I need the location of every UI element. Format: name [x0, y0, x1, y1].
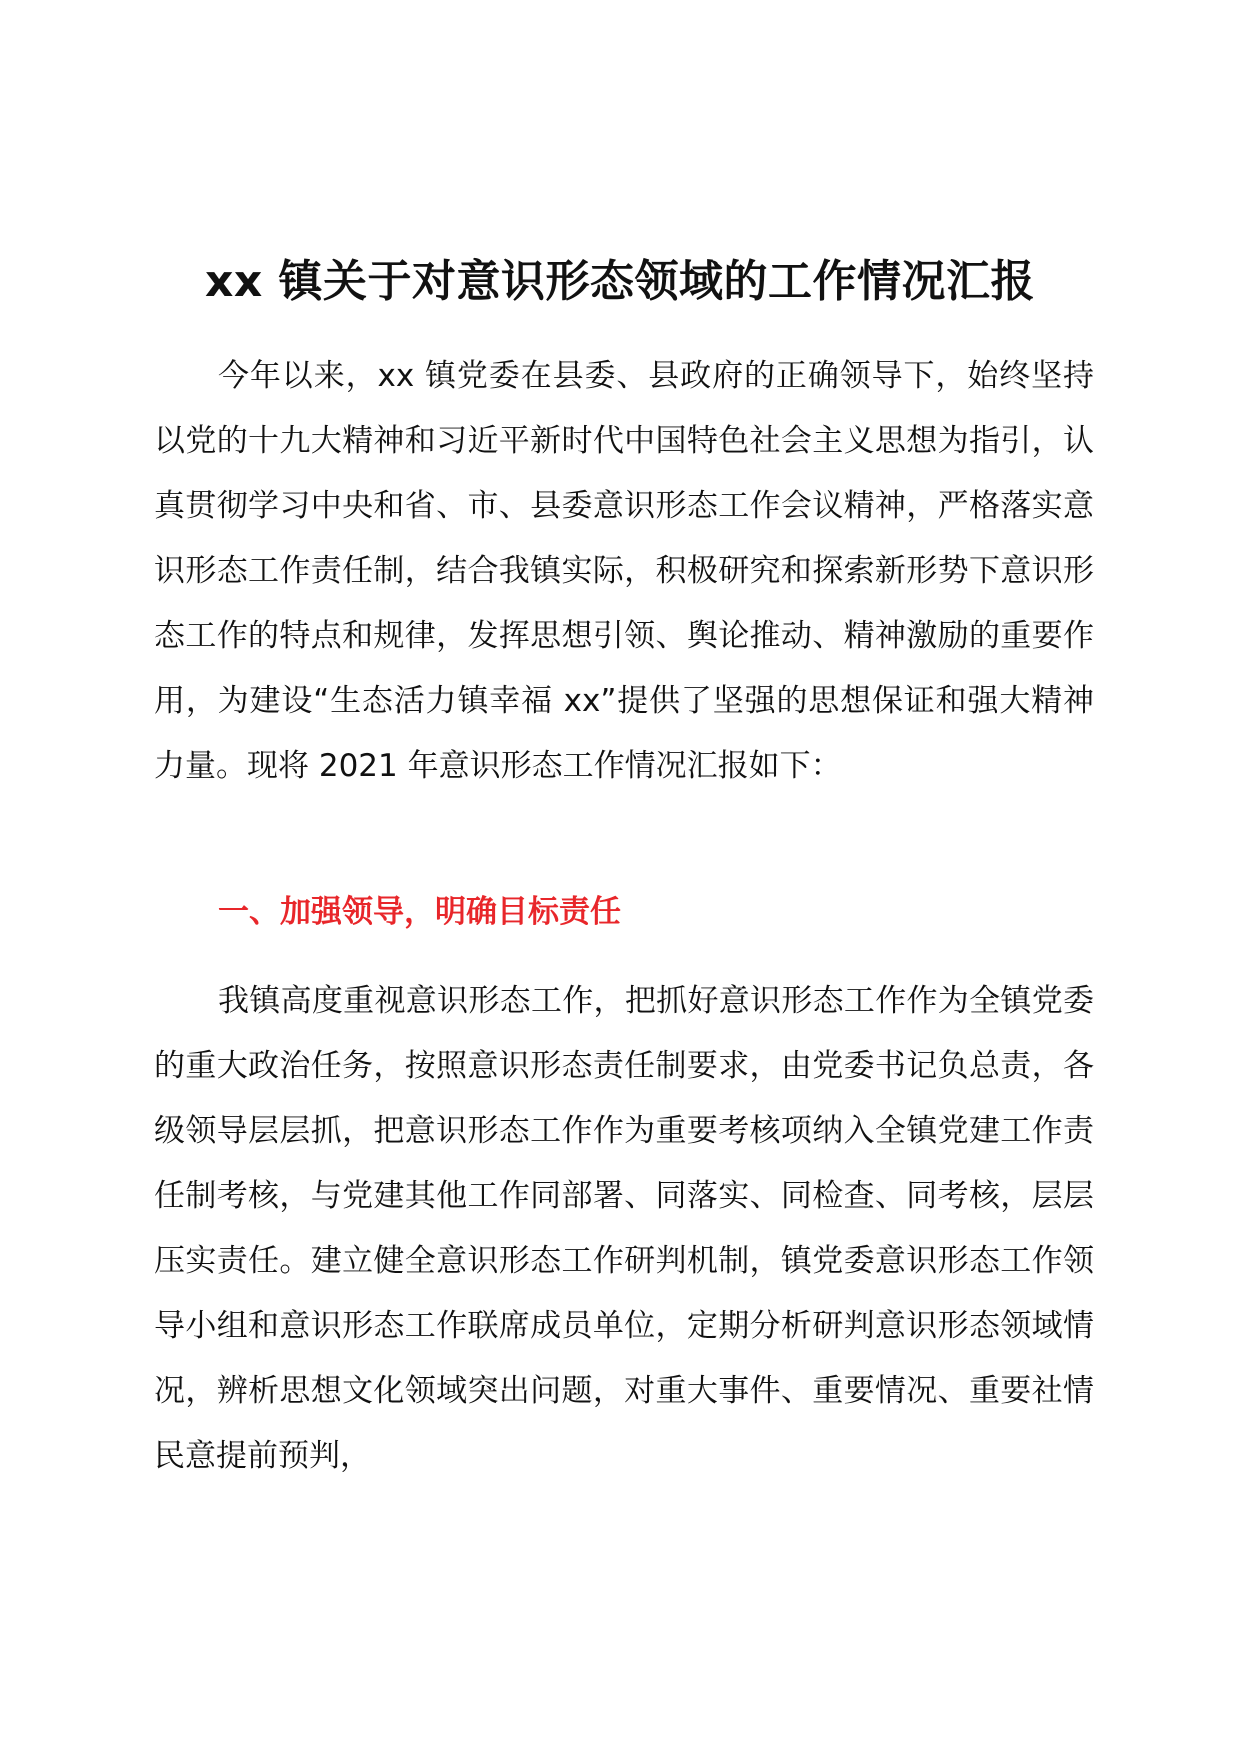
section-heading: 一、加强领导，明确目标责任 — [218, 894, 621, 930]
document-title: xx 镇关于对意识形态领域的工作情况汇报 — [204, 256, 1036, 307]
section-paragraph: 我镇高度重视意识形态工作，把抓好意识形态工作作为全镇党委的重大政治任务，按照意识形态责任制要求，由党委书记负总责，各级领导层层抓，把意识形态工作作为重要考核项纳入全镇党建工作责任制考核，与党建其他工作同部署、同落实、同检查、同考核，层层压实责任。建立健全意识形态工作研判机制，镇党委意识形态工作领导小组和意识形态工作联席成员单位，定期分析研判意识形态领域情况，辨析思想文化领域突出问题，对重大事件、重要情况、重要社情民意提前预判， — [154, 983, 1094, 1474]
intro-paragraph: 今年以来，xx 镇党委在县委、县政府的正确领导下，始终坚持以党的十九大精神和习近平新时代中国特色社会主义思想为指引，认真贯彻学习中央和省、市、县委意识形态工作会议精神，严格落实意识形态工作责任制，结合我镇实际，积极研究和探索新形势下意识形态工作的特点和规律，发挥思想引领、舆论推动、精神激励的重要作用，为建设“生态活力镇幸福 xx”提供了坚强的思想保证和强大精神力量。现将 2021 年意识形态工作情况汇报如下： — [154, 358, 1094, 784]
